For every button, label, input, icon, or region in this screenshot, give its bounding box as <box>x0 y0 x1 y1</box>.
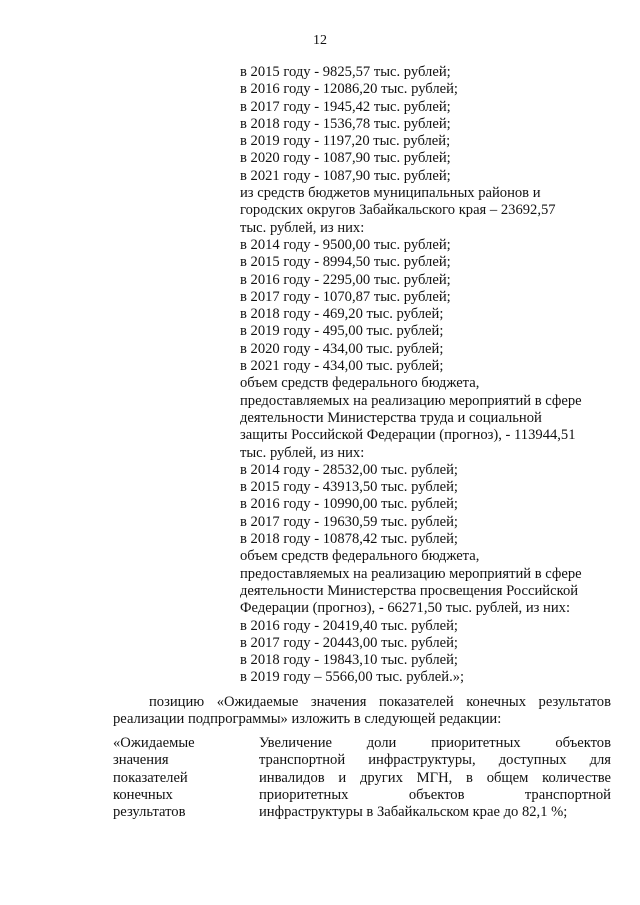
funding-line: в 2018 году - 10878,42 тыс. рублей; <box>240 531 458 548</box>
funding-line: в 2019 году - 1197,20 тыс. рублей; <box>240 133 451 150</box>
indicator-value-cell <box>259 735 611 821</box>
funding-line: в 2018 году - 469,20 тыс. рублей; <box>240 306 444 323</box>
funding-line: тыс. рублей, из них: <box>240 444 365 461</box>
funding-line: объем средств федерального бюджета, <box>240 375 480 392</box>
funding-line: Федерации (прогноз), - 66271,50 тыс. рублей, из них: <box>240 600 571 617</box>
funding-line: защиты Российской Федерации (прогноз), - 113944,51 <box>240 427 576 444</box>
value-line: приоритетных объектов транспортной <box>259 786 611 803</box>
value-line: инвалидов и других МГН, в общем количестве <box>259 769 611 786</box>
funding-line: в 2019 году – 5566,00 тыс. рублей.»; <box>240 669 465 686</box>
funding-line: городских округов Забайкальского края – 23692,57 <box>240 202 556 219</box>
funding-line: в 2014 году - 28532,00 тыс. рублей; <box>240 461 458 478</box>
label-line: значения <box>113 752 169 769</box>
funding-line: в 2020 году - 1087,90 тыс. рублей; <box>240 150 451 167</box>
value-line: Увеличение доли приоритетных объектов <box>259 735 611 751</box>
funding-line: предоставляемых на реализацию мероприятий в сфере <box>240 392 582 409</box>
funding-line: в 2017 году - 1070,87 тыс. рублей; <box>240 288 451 305</box>
paragraph-line: позицию «Ожидаемые значения показателей конечных результатов <box>149 694 611 710</box>
funding-line: в 2015 году - 43913,50 тыс. рублей; <box>240 479 458 496</box>
label-line: показателей <box>113 769 188 786</box>
funding-line: в 2021 году - 434,00 тыс. рублей; <box>240 358 444 375</box>
funding-line: в 2018 году - 1536,78 тыс. рублей; <box>240 115 451 132</box>
funding-line: тыс. рублей, из них: <box>240 219 365 236</box>
funding-line: в 2018 году - 19843,10 тыс. рублей; <box>240 652 458 669</box>
label-line: результатов <box>113 804 186 821</box>
funding-line: предоставляемых на реализацию мероприятий в сфере <box>240 565 582 582</box>
amendment-paragraph <box>113 694 611 729</box>
funding-line: в 2017 году - 20443,00 тыс. рублей; <box>240 634 458 651</box>
funding-line: в 2017 году - 1945,42 тыс. рублей; <box>240 98 451 115</box>
funding-breakdown <box>240 64 630 687</box>
funding-line: объем средств федерального бюджета, <box>240 548 480 565</box>
funding-line: деятельности Министерства просвещения Российской <box>240 582 579 599</box>
funding-line: в 2015 году - 8994,50 тыс. рублей; <box>240 254 451 271</box>
funding-line: в 2014 году - 9500,00 тыс. рублей; <box>240 236 451 253</box>
funding-line: в 2021 году - 1087,90 тыс. рублей; <box>240 167 451 184</box>
funding-line: в 2016 году - 2295,00 тыс. рублей; <box>240 271 451 288</box>
value-line: транспортной инфраструктуры, доступных для <box>259 752 611 769</box>
funding-line: в 2019 году - 495,00 тыс. рублей; <box>240 323 444 340</box>
funding-line: в 2016 году - 20419,40 тыс. рублей; <box>240 617 458 634</box>
funding-line: в 2016 году - 12086,20 тыс. рублей; <box>240 81 458 98</box>
value-line: инфраструктуры в Забайкальском крае до 82,1 %; <box>259 804 568 821</box>
funding-line: деятельности Министерства труда и социальной <box>240 409 542 426</box>
funding-line: в 2017 году - 19630,59 тыс. рублей; <box>240 513 458 530</box>
funding-line: из средств бюджетов муниципальных районов и <box>240 185 541 202</box>
page-number: 12 <box>313 33 327 48</box>
label-line: «Ожидаемые <box>113 735 195 751</box>
funding-line: в 2015 году - 9825,57 тыс. рублей; <box>240 64 451 80</box>
paragraph-line: реализации подпрограммы» изложить в следующей редакции: <box>113 711 502 728</box>
funding-line: в 2016 году - 10990,00 тыс. рублей; <box>240 496 458 513</box>
indicator-label-cell <box>113 735 243 821</box>
label-line: конечных <box>113 786 173 803</box>
funding-line: в 2020 году - 434,00 тыс. рублей; <box>240 340 444 357</box>
